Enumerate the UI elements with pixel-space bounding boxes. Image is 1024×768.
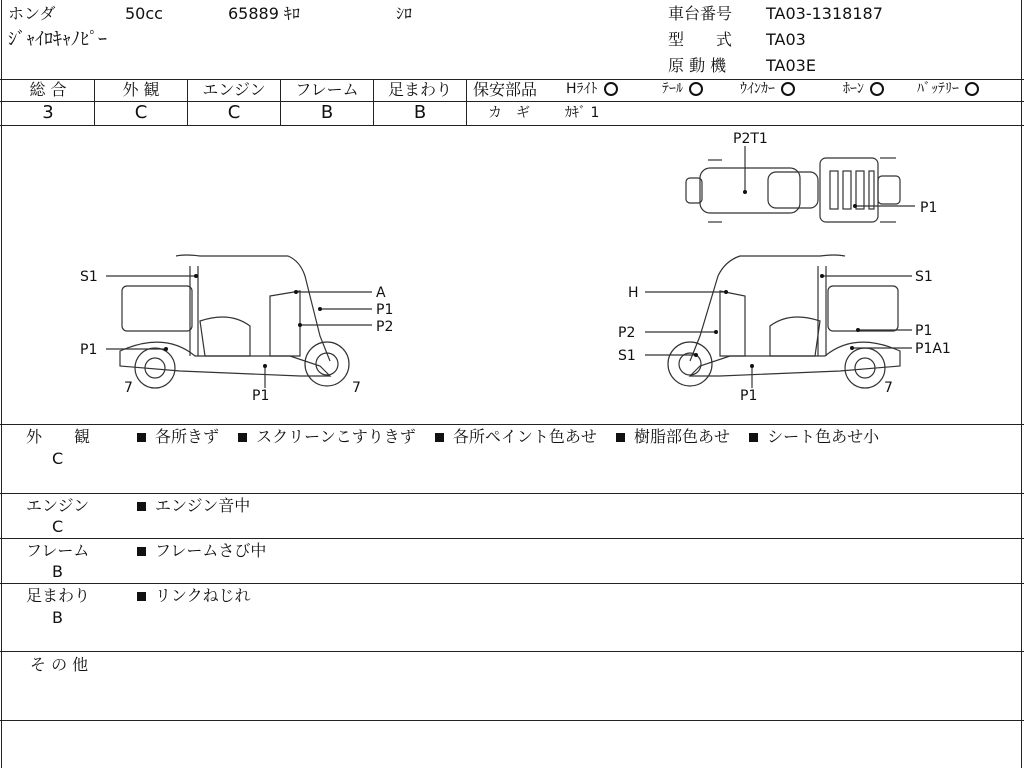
model-name: ｼﾞｬｲﾛｷｬﾉﾋﾟｰ bbox=[8, 29, 107, 50]
safety-label: 保安部品 bbox=[473, 80, 538, 99]
right-label-s1: S1 bbox=[915, 269, 933, 285]
section-line bbox=[0, 493, 1024, 494]
displacement: 50cc bbox=[125, 4, 163, 23]
left-side-view-drawing bbox=[120, 255, 349, 388]
grade-header-frame: フレーム bbox=[295, 80, 359, 99]
section-line bbox=[0, 538, 1024, 539]
note-item: フレームさび中 bbox=[155, 541, 267, 560]
bullet-square-icon bbox=[137, 502, 146, 511]
section-notes-engine bbox=[137, 498, 264, 514]
safety-item-label: ｳｲﾝｶｰ bbox=[740, 81, 775, 97]
grade-header-overall: 総 合 bbox=[29, 80, 67, 99]
section-notes-suspension bbox=[137, 588, 265, 604]
bullet-square-icon bbox=[137, 433, 146, 442]
bullet-square-icon bbox=[616, 433, 625, 442]
top-view-drawing bbox=[686, 158, 900, 222]
note-item: エンジン音中 bbox=[155, 496, 251, 515]
right-label-p1-floor: P1 bbox=[740, 388, 758, 404]
ok-circle-icon bbox=[965, 82, 979, 96]
section-title-exterior: 外 観 bbox=[26, 427, 91, 446]
section-line bbox=[0, 424, 1024, 425]
grade-value-overall: 3 bbox=[42, 102, 54, 123]
grade-value-frame: B bbox=[320, 102, 334, 123]
note-item: 樹脂部色あせ bbox=[634, 427, 731, 446]
key-label: カ ギ bbox=[488, 105, 530, 121]
grade-divider bbox=[466, 79, 467, 125]
frame-no: TA03-1318187 bbox=[766, 4, 883, 23]
engine-label: 原 動 機 bbox=[668, 56, 727, 75]
section-grade-suspension: B bbox=[52, 608, 63, 627]
right-label-7: 7 bbox=[884, 380, 893, 396]
top-label-p2t1: P2T1 bbox=[733, 131, 768, 147]
ok-circle-icon bbox=[604, 82, 618, 96]
section-grade-exterior: C bbox=[52, 449, 64, 468]
safety-item-headlight bbox=[566, 82, 618, 96]
note-item: シート色あせ小 bbox=[767, 427, 880, 446]
ok-circle-icon bbox=[689, 82, 703, 96]
safety-item-winker bbox=[740, 82, 795, 96]
grade-header-exterior: 外 観 bbox=[122, 80, 160, 99]
color: ｼﾛ bbox=[396, 4, 413, 23]
left-label-p1-screen: P1 bbox=[376, 302, 394, 318]
safety-item-label: ﾃｰﾙ bbox=[662, 81, 683, 97]
right-label-p1a1: P1A1 bbox=[915, 341, 951, 357]
bullet-square-icon bbox=[749, 433, 758, 442]
bullet-square-icon bbox=[435, 433, 444, 442]
note-item: スクリーンこすりきず bbox=[256, 427, 416, 446]
type-value: TA03 bbox=[766, 30, 806, 49]
section-title-suspension: 足まわり bbox=[26, 586, 91, 605]
right-label-s1-front: S1 bbox=[618, 348, 636, 364]
mileage: 65889 ｷﾛ bbox=[228, 4, 300, 23]
section-title-frame: フレーム bbox=[26, 541, 90, 560]
left-label-7-front: 7 bbox=[352, 380, 361, 396]
bullet-square-icon bbox=[137, 547, 146, 556]
section-line bbox=[0, 651, 1024, 652]
ok-circle-icon bbox=[781, 82, 795, 96]
engine-value: TA03E bbox=[766, 56, 816, 75]
right-side-view-drawing bbox=[668, 255, 900, 388]
left-label-p1-floor: P1 bbox=[252, 388, 270, 404]
section-line bbox=[0, 720, 1024, 721]
bullet-square-icon bbox=[137, 592, 146, 601]
safety-item-label: Hﾗｲﾄ bbox=[566, 81, 598, 97]
section-grade-engine: C bbox=[52, 517, 64, 536]
type-label: 型 式 bbox=[668, 30, 733, 49]
safety-item-horn bbox=[843, 82, 884, 96]
left-label-s1: S1 bbox=[80, 269, 98, 285]
right-label-h: H bbox=[628, 285, 639, 301]
section-notes-exterior bbox=[137, 429, 893, 445]
section-title-engine: エンジン bbox=[26, 496, 90, 515]
grade-header-suspension: 足まわり bbox=[387, 80, 452, 99]
top-label-p1: P1 bbox=[920, 200, 938, 216]
maker: ホンダ bbox=[8, 4, 56, 23]
grade-value-exterior: C bbox=[134, 102, 148, 123]
frame-no-label: 車台番号 bbox=[668, 4, 733, 23]
note-item: 各所きず bbox=[155, 427, 220, 446]
safety-item-label: ﾊﾞｯﾃﾘｰ bbox=[917, 81, 959, 97]
key-value: ｶｷﾞ 1 bbox=[565, 105, 600, 121]
vehicle-diagram bbox=[0, 126, 1024, 424]
safety-item-battery bbox=[917, 82, 979, 96]
section-notes-frame bbox=[137, 543, 280, 559]
grade-value-suspension: B bbox=[413, 102, 427, 123]
grade-header-engine: エンジン bbox=[202, 80, 266, 99]
note-item: 各所ペイント色あせ bbox=[452, 427, 597, 446]
note-item: リンクねじれ bbox=[155, 586, 251, 605]
left-label-a: A bbox=[376, 285, 386, 301]
section-line bbox=[0, 583, 1024, 584]
section-grade-frame: B bbox=[52, 562, 63, 581]
grade-value-engine: C bbox=[227, 102, 241, 123]
ok-circle-icon bbox=[870, 82, 884, 96]
safety-item-tail bbox=[662, 82, 703, 96]
right-label-p2: P2 bbox=[618, 325, 636, 341]
left-label-p2: P2 bbox=[376, 319, 394, 335]
right-label-p1-box: P1 bbox=[915, 323, 933, 339]
bullet-square-icon bbox=[238, 433, 247, 442]
left-label-p1-rear: P1 bbox=[80, 342, 98, 358]
grade-mid-line bbox=[0, 101, 1024, 102]
left-label-7-rear: 7 bbox=[124, 380, 133, 396]
safety-item-label: ﾎｰﾝ bbox=[843, 81, 864, 97]
section-title-other: そ の 他 bbox=[30, 655, 89, 674]
